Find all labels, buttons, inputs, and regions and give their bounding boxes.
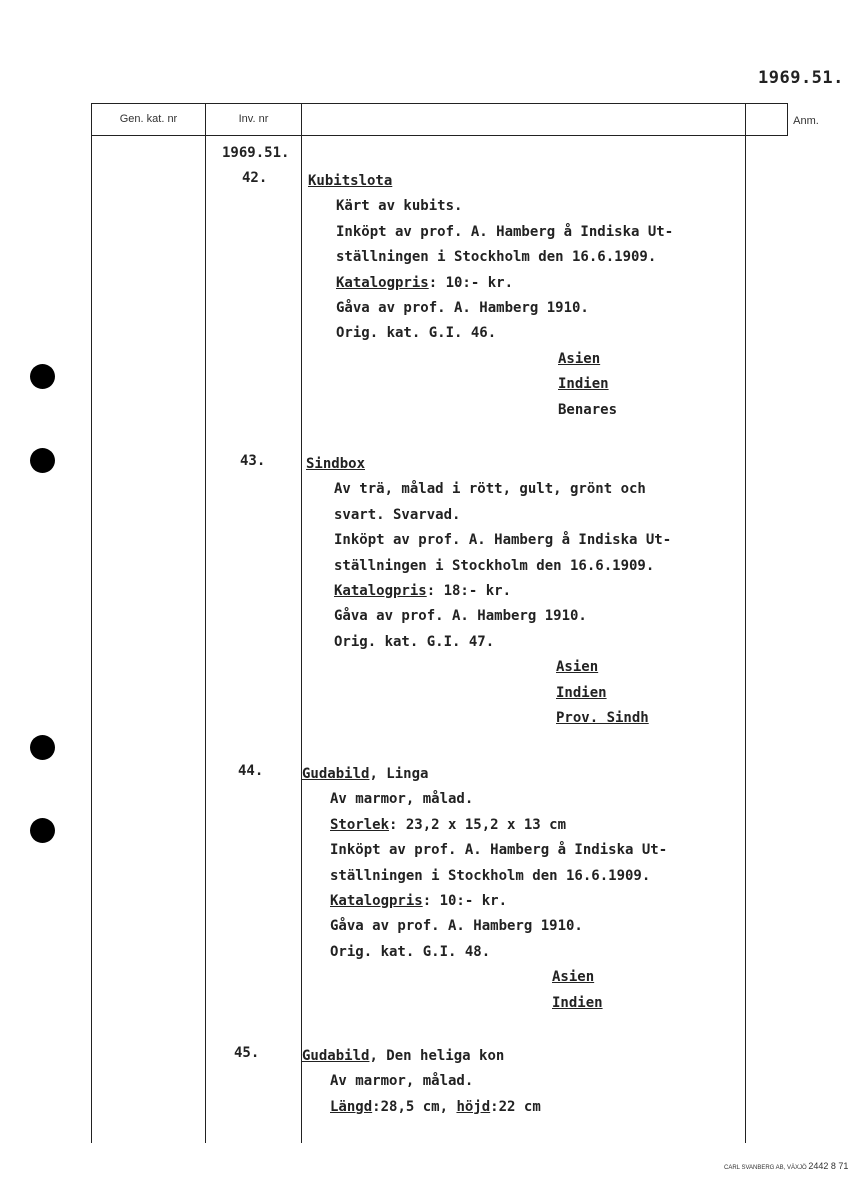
gift-line: Gåva av prof. A. Hamberg 1910. <box>336 300 589 317</box>
taxonomy-country: Indien <box>556 684 607 701</box>
entry-line: Inköpt av prof. A. Hamberg å Indiska Ut- <box>336 223 674 240</box>
orig-catalog-line: Orig. kat. G.I. 48. <box>330 943 491 960</box>
length-value: :28,5 cm, <box>372 1098 457 1115</box>
taxonomy-continent: Asien <box>558 350 601 367</box>
entry-title: Kubitslota <box>308 173 393 189</box>
table-header-rule <box>91 135 788 136</box>
orig-catalog-line: Orig. kat. G.I. 46. <box>336 325 497 342</box>
catalog-entry <box>302 762 667 1016</box>
entry-line: Inköpt av prof. A. Hamberg å Indiska Ut- <box>330 842 668 859</box>
column-divider <box>745 103 746 1143</box>
item-number: 44. <box>238 763 264 779</box>
size-label: Storlek <box>330 816 390 833</box>
entry-title: Sindbox <box>306 456 366 472</box>
price-label: Katalogpris <box>334 583 427 600</box>
length-label: Längd <box>330 1098 373 1115</box>
taxonomy-continent: Asien <box>556 659 599 676</box>
gen-kat-nr-header: Gen. kat. nr <box>119 113 178 125</box>
price-value: : 10:- kr. <box>422 893 508 910</box>
gift-line: Gåva av prof. A. Hamberg 1910. <box>330 918 583 935</box>
taxonomy-place: Prov. Sindh <box>556 710 649 727</box>
catalog-entry <box>302 1044 541 1120</box>
printer-name: CARL SVANBERG AB, VÄXJÖ <box>724 1165 807 1171</box>
entry-line: Kärt av kubits. <box>336 198 463 215</box>
entry-line: Av trä, målad i rött, gult, grönt och <box>334 481 646 498</box>
item-number: 43. <box>240 453 266 469</box>
item-number: 45. <box>234 1045 260 1061</box>
catalog-entry <box>308 169 673 423</box>
inv-nr-header: Inv. nr <box>238 113 269 125</box>
entry-line: svart. Svarvad. <box>334 506 461 523</box>
entry-title-rest: , Den heliga kon <box>369 1048 505 1064</box>
price-label: Katalogpris <box>336 274 429 291</box>
material-line: Av marmor, målad. <box>330 1073 474 1090</box>
entry-line: ställningen i Stockholm den 16.6.1909. <box>334 557 655 574</box>
material-line: Av marmor, målad. <box>330 791 474 808</box>
punch-hole <box>30 448 55 473</box>
punch-hole <box>30 364 55 389</box>
entry-title: Gudabild <box>302 766 370 782</box>
punch-hole <box>30 818 55 843</box>
punch-hole <box>30 735 55 760</box>
catalog-entry <box>306 452 671 731</box>
price-value: : 18:- kr. <box>426 583 512 600</box>
page-number: 1969.51. <box>758 68 844 88</box>
column-divider <box>91 103 92 1143</box>
taxonomy-continent: Asien <box>552 969 595 986</box>
entry-title-rest: , Linga <box>369 766 429 782</box>
printer-footer <box>724 1161 848 1171</box>
taxonomy-country: Indien <box>552 994 603 1011</box>
entry-line: ställningen i Stockholm den 16.6.1909. <box>330 867 651 884</box>
gift-line: Gåva av prof. A. Hamberg 1910. <box>334 608 587 625</box>
taxonomy-country: Indien <box>558 376 609 393</box>
entry-title: Gudabild <box>302 1048 370 1064</box>
size-value: : 23,2 x 15,2 x 13 cm <box>389 816 567 833</box>
anm-header: Anm. <box>793 115 819 127</box>
price-label: Katalogpris <box>330 893 423 910</box>
entry-line: ställningen i Stockholm den 16.6.1909. <box>336 249 657 266</box>
form-code: 2442 8 71 <box>808 1161 849 1171</box>
collection-number: 1969.51. <box>222 145 290 161</box>
orig-catalog-line: Orig. kat. G.I. 47. <box>334 633 495 650</box>
height-label: höjd <box>456 1098 491 1115</box>
item-number: 42. <box>242 170 268 186</box>
column-divider <box>205 103 206 1143</box>
taxonomy-place: Benares <box>558 401 618 418</box>
height-value: :22 cm <box>490 1098 541 1115</box>
price-value: : 10:- kr. <box>428 274 514 291</box>
entry-line: Inköpt av prof. A. Hamberg å Indiska Ut- <box>334 532 672 549</box>
